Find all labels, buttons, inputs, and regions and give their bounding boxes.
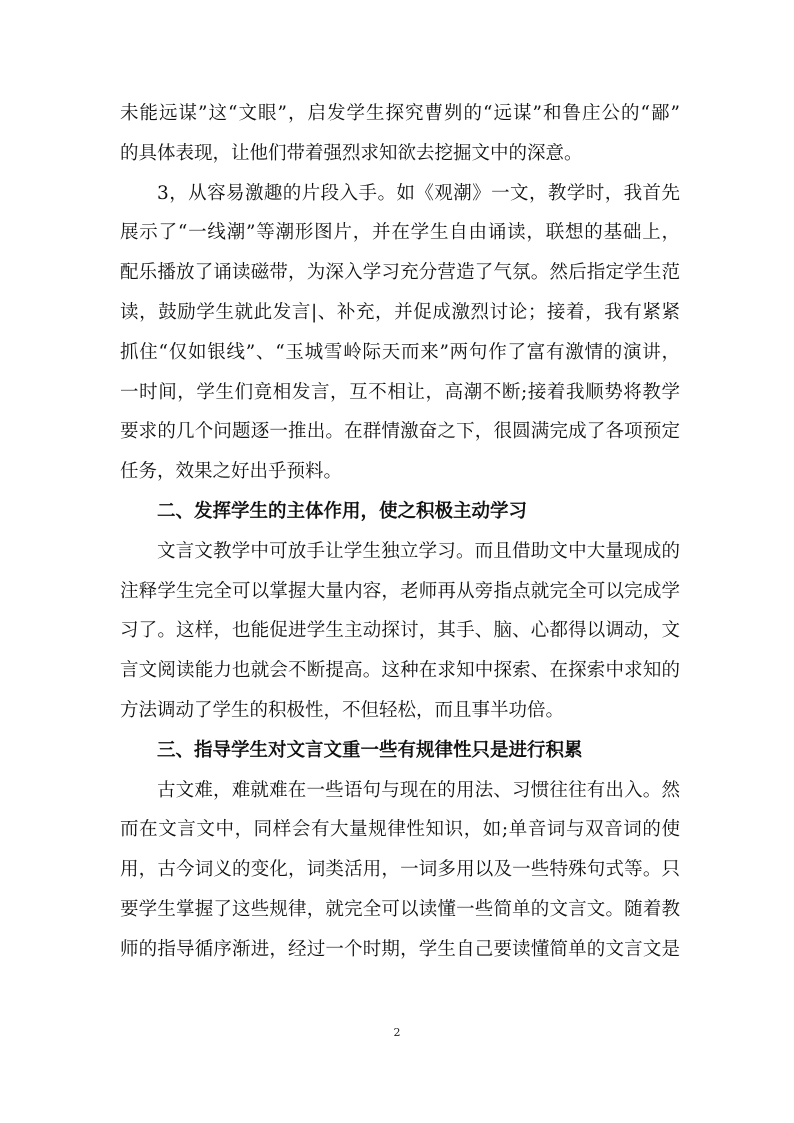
text-line: 注释学生完全可以掌握大量内容，老师再从旁指点就完全可以完成学: [120, 580, 680, 602]
text-line: 一时间，学生们竟相发言，互不相让，高潮不断;接着我顺势将教学: [120, 381, 680, 403]
paragraph-3: [120, 532, 680, 731]
text-line: 用，古今词义的变化，词类活用，一词多用以及一些特殊句式等。只: [120, 859, 680, 881]
text-line: 任务，效果之好出乎预料。: [120, 461, 343, 483]
text-line: 的具体表现，让他们带着强烈求知欲去挖掘文中的深意。: [120, 142, 583, 164]
page-number: 2: [393, 1026, 401, 1039]
section-heading-2: 二、发挥学生的主体作用，使之积极主动学习: [157, 500, 528, 522]
text-line: 师的指导循序渐进，经过一个时期，学生自己要读懂简单的文言文是: [120, 938, 680, 960]
text-line: 方法调动了学生的积极性，不但轻松，而且事半功倍。: [120, 699, 565, 721]
text-line: 配乐播放了诵读磁带，为深入学习充分营造了气氛。然后指定学生范: [120, 262, 680, 284]
text-line: 要学生掌握了这些规律，就完全可以读懂一些简单的文言文。随着教: [120, 898, 680, 920]
text-line: 而在文言文中，同样会有大量规律性知识，如;单音词与双音词的使: [120, 819, 680, 841]
paragraph-1: [120, 94, 680, 174]
text-line: 文言文教学中可放手让学生独立学习。而且借助文中大量现成的: [157, 540, 680, 562]
document-body: [120, 94, 680, 970]
text-line: 抓住“仅如银线”、“玉城雪岭际天而来”两句作了富有激情的演讲，: [120, 341, 680, 363]
section-heading-3: 三、指导学生对文言文重一些有规律性只是进行积累: [157, 739, 583, 761]
paragraph-2: [120, 174, 680, 492]
text-line: 展示了“一线潮”等潮形图片，并在学生自由诵读，联想的基础上，: [120, 222, 680, 244]
text-line: 3，从容易激趣的片段入手。如《观潮》一文，教学时，我首先: [157, 182, 680, 204]
text-line: 言文阅读能力也就会不断提高。这种在求知中探索、在探索中求知的: [120, 660, 680, 682]
text-line: 习了。这样，也能促进学生主动探讨，其手、脑、心都得以调动，文: [120, 620, 680, 642]
text-line: 读，鼓励学生就此发言|、补充，并促成激烈讨论；接着，我有紧紧: [120, 301, 680, 323]
paragraph-4: [120, 771, 680, 970]
text-line: 古文难，难就难在一些语句与现在的用法、习惯往往有出入。然: [157, 779, 680, 801]
text-line: 未能远谋”这“文眼”，启发学生探究曹刿的“远谋”和鲁庄公的“鄙”: [120, 103, 680, 124]
text-line: 要求的几个问题逐一推出。在群情激奋之下，很圆满完成了各项预定: [120, 421, 680, 443]
